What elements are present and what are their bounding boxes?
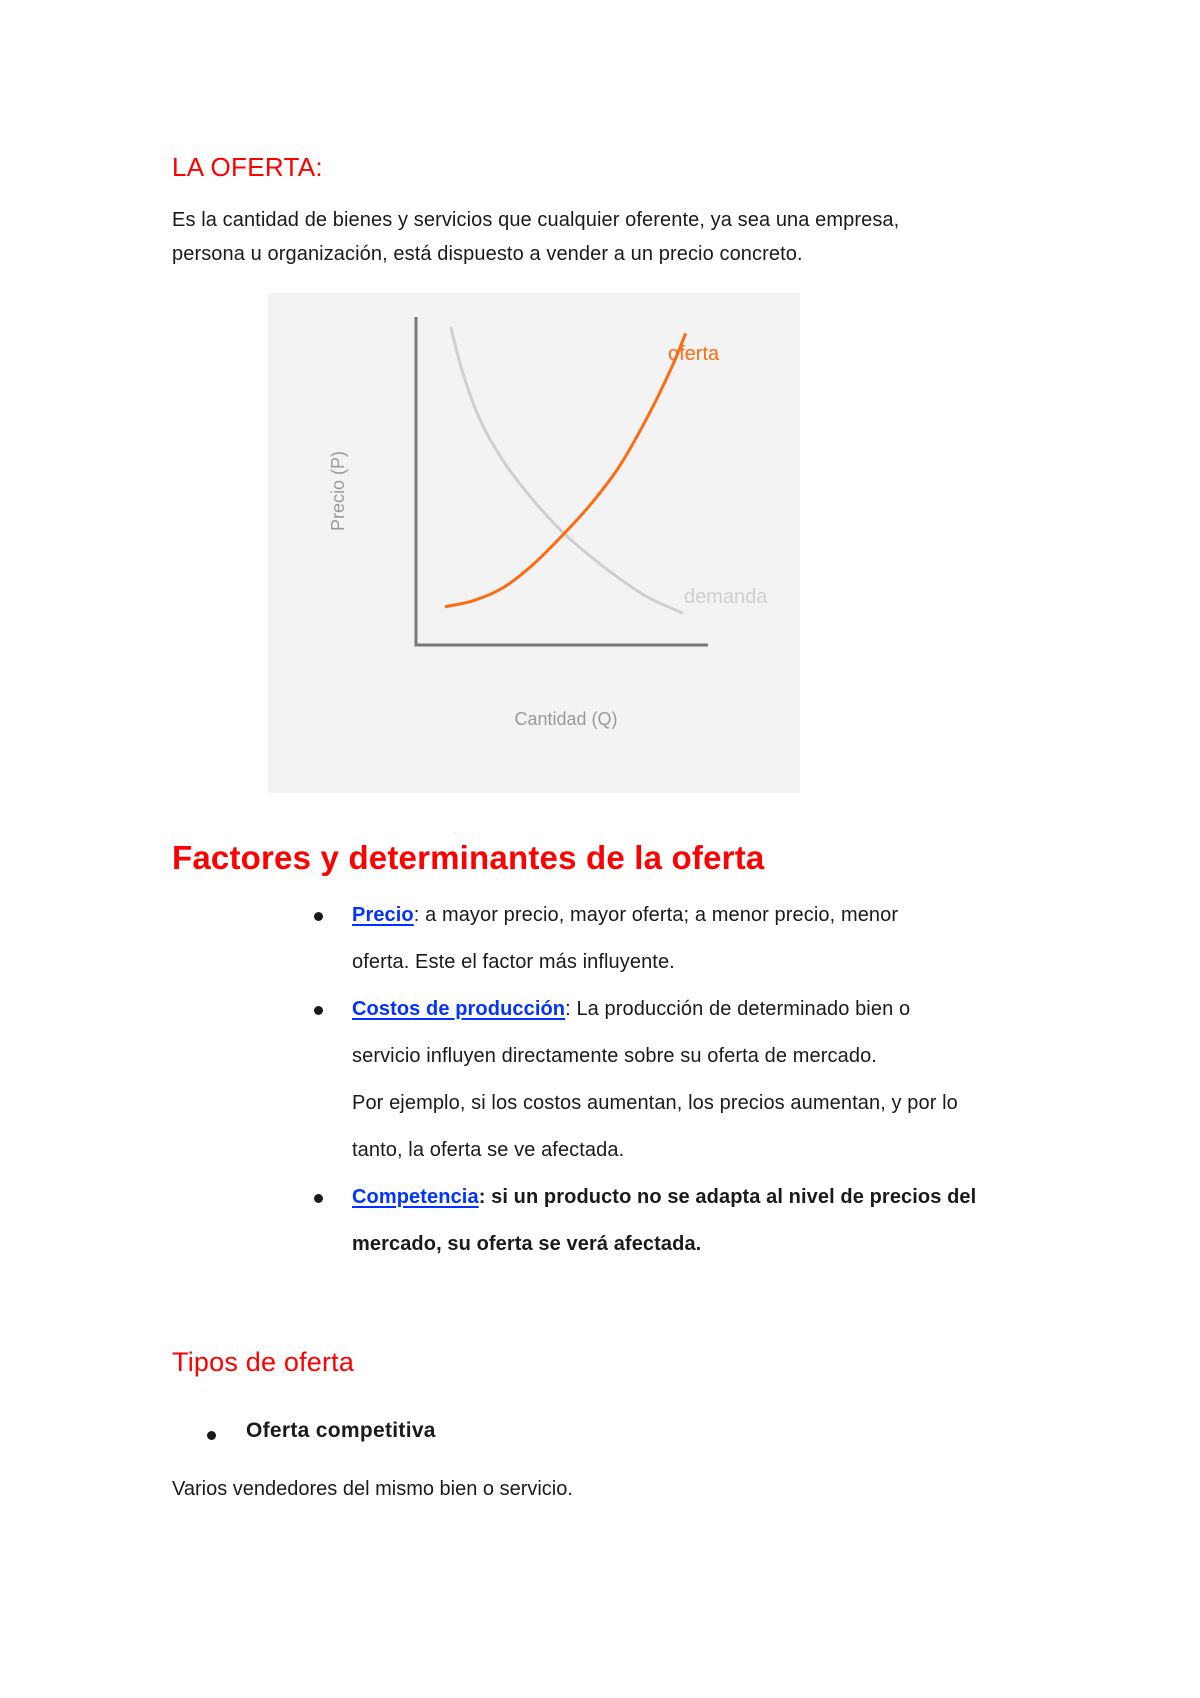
section-title-tipos: Tipos de oferta	[172, 1347, 355, 1377]
list-item-text: tanto, la oferta se ve afectada.	[352, 1139, 625, 1161]
list-item-precio	[352, 892, 1032, 986]
bullet-dot	[314, 912, 323, 921]
x-axis-label: Cantidad (Q)	[514, 709, 618, 729]
list-item-text: oferta. Este el factor más influyente.	[352, 951, 675, 973]
list-item-text: : si un producto no se adapta al nivel de precios del	[478, 1186, 977, 1208]
list-item-text: mercado, su oferta se verá afectada.	[352, 1233, 702, 1255]
bullet-dot	[314, 1006, 323, 1015]
list-item-text: Por ejemplo, si los costos aumentan, los precios aumentan, y por lo	[352, 1092, 958, 1114]
list-item-text: servicio influyen directamente sobre su oferta de mercado.	[352, 1045, 877, 1067]
list-item-costos	[352, 986, 1032, 1174]
section-title-factores: Factores y determinantes de la oferta	[172, 839, 765, 876]
oferta-legend-label: oferta	[668, 343, 720, 365]
oferta-series-line	[445, 333, 686, 606]
list-item-text: : La producción de determinado bien o	[565, 998, 911, 1020]
precio-link[interactable]: Precio	[352, 904, 414, 926]
page-title: LA OFERTA:	[172, 152, 323, 182]
intro-line-1: Es la cantidad de bienes y servicios que cualquier oferente, ya sea una empresa,	[172, 209, 900, 231]
intro-paragraph	[172, 203, 1052, 271]
subtype-description: Varios vendedores del mismo bien o servicio.	[172, 1478, 573, 1500]
demanda-series-line	[451, 327, 683, 613]
costos-de-produccion-link[interactable]: Costos de producción	[352, 998, 566, 1020]
supply-demand-chart	[268, 293, 800, 793]
supply-demand-figure	[268, 293, 800, 793]
list-item-competencia	[352, 1174, 1032, 1268]
intro-line-2: persona u organización, está dispuesto a vender a un precio concreto.	[172, 243, 803, 265]
subtype-heading: Oferta competitiva	[246, 1419, 436, 1442]
bullet-dot	[314, 1194, 323, 1203]
list-item-text: : a mayor precio, mayor oferta; a menor precio, menor	[413, 904, 899, 926]
y-axis-label: Precio (P)	[328, 450, 348, 532]
competencia-link[interactable]: Competencia	[352, 1186, 479, 1208]
demanda-legend-label: demanda	[684, 586, 768, 608]
bullet-dot	[207, 1431, 216, 1440]
